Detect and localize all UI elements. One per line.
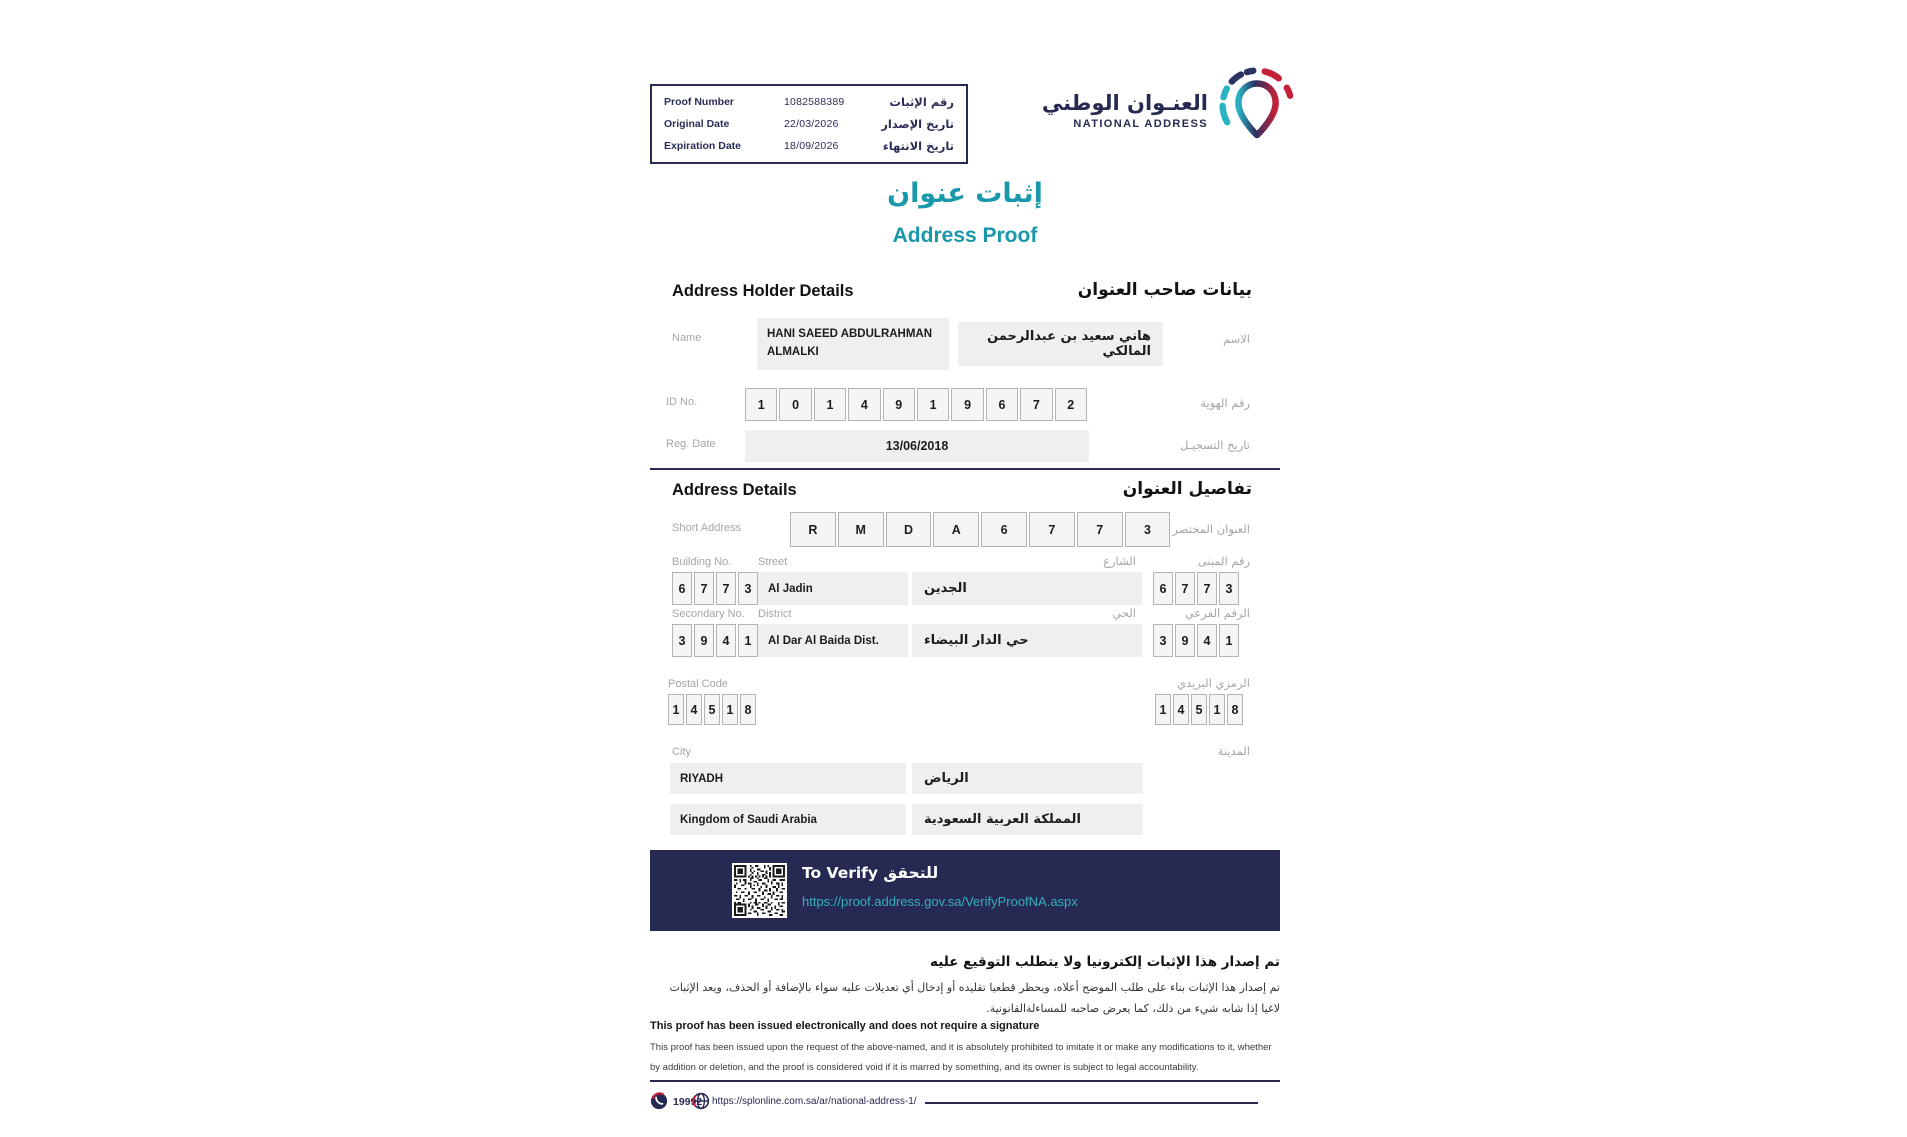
street-label-ar: الشارع [1103, 554, 1136, 568]
address-heading-en: Address Details [672, 481, 797, 499]
building-digit: 7 [716, 572, 736, 605]
reg-date-label-en: Reg. Date [666, 438, 716, 450]
postal-digit: 4 [1173, 694, 1189, 725]
verify-url-link[interactable]: https://proof.address.gov.sa/VerifyProofNA.aspx [802, 894, 1078, 909]
logo-name-english: NATIONAL ADDRESS [1073, 117, 1208, 130]
id-digit: 7 [1020, 388, 1052, 421]
district-value-en: Al Dar Al Baida Dist. [758, 624, 908, 657]
short-address-label-ar: العنوان المختصر [1172, 522, 1250, 536]
postal-label-en: Postal Code [668, 678, 728, 690]
postal-digit: 1 [668, 694, 684, 725]
short-address-label-en: Short Address [672, 522, 742, 534]
street-value-ar: الجدين [912, 572, 1142, 605]
secondary-label-en: Secondary No. [672, 608, 745, 620]
building-label-ar: رقم المبنى [1197, 554, 1250, 568]
section-divider [650, 468, 1280, 470]
national-address-logo [1042, 64, 1300, 156]
street-label-en: Street [758, 556, 788, 568]
district-label-en: District [758, 608, 792, 620]
postal-digit: 4 [686, 694, 702, 725]
proof-number-value: 1082588389 [784, 96, 845, 108]
id-digit: 2 [1055, 388, 1087, 421]
building-digit-boxes-ar [1153, 572, 1239, 605]
proof-number-label-en: Proof Number [664, 96, 735, 108]
logo-name-arabic: العنـوان الوطني [1041, 90, 1208, 115]
location-pin-icon [1214, 64, 1300, 156]
short-address-boxes [790, 512, 1170, 547]
expiration-date-label-en: Expiration Date [664, 140, 742, 152]
globe-icon [692, 1092, 710, 1110]
page-title-english: Address Proof [892, 224, 1038, 247]
name-label-ar: الاسم [1222, 332, 1250, 346]
proof-number-row [664, 95, 954, 109]
expiration-date-label-ar: تاريخ الانتهاء [882, 139, 954, 153]
short-address-char: A [933, 512, 979, 547]
postal-digit: 5 [1191, 694, 1207, 725]
id-label-en: ID No. [666, 396, 698, 408]
name-label-en: Name [672, 332, 702, 344]
secondary-label-ar: الرقم الفرعي [1184, 606, 1250, 620]
qr-code-pattern [734, 865, 785, 916]
secondary-digit: 1 [1219, 624, 1239, 657]
holder-heading-ar: بيانات صاحب العنوان [1077, 280, 1252, 300]
short-address-char: 7 [1077, 512, 1123, 547]
building-digit: 3 [1219, 572, 1239, 605]
country-value-en: Kingdom of Saudi Arabia [670, 804, 906, 835]
id-digit: 6 [986, 388, 1018, 421]
reg-date-label-ar: تاريخ التسجيـل [1180, 438, 1250, 452]
footer-divider [650, 1080, 1280, 1082]
disclaimer-body-ar: تم إصدار هذا الإثبات بناء على طلب الموضح أعلاه، ويحظر قطعيا تقليده أو إدخال أي تعديلات عليه سواء بالإضافة أو الحذف، ويعد الإثبات لاغيا إذا شابه شيء من ذلك، كما يعرض صاحبه للمساءلةالقانونية. [669, 981, 1280, 1016]
secondary-digit: 1 [738, 624, 758, 657]
name-value-en: HANI SAEED ABDULRAHMAN ALMALKI [757, 318, 949, 370]
postal-digit: 8 [1227, 694, 1243, 725]
disclaimer-body-en: This proof has been issued upon the request of the above-named, and it is absolutely prohibited to imitate it or make any modifications to it, whether by addition or deletion, and the proof is considered void if it is marred by something, and its owner is subject to legal accountability. [650, 1042, 1272, 1073]
verify-title: To Verify للتحقق [802, 864, 939, 882]
id-digit-boxes [745, 388, 1087, 421]
secondary-digit: 9 [694, 624, 714, 657]
short-address-char: R [790, 512, 836, 547]
original-date-row [664, 117, 954, 131]
district-label-ar: الحي [1112, 606, 1136, 620]
building-label-en: Building No. [672, 556, 732, 568]
id-digit: 1 [814, 388, 846, 421]
id-digit: 1 [917, 388, 949, 421]
id-digit: 0 [779, 388, 811, 421]
proof-number-label-ar: رقم الإثبات [889, 95, 954, 109]
id-label-ar: رقم الهوية [1200, 396, 1250, 410]
building-digit: 6 [1153, 572, 1173, 605]
secondary-digit: 3 [672, 624, 692, 657]
short-address-char: 6 [981, 512, 1027, 547]
holder-heading-en: Address Holder Details [672, 282, 854, 300]
street-value-en: Al Jadin [758, 572, 908, 605]
postal-digit-boxes-ar [1155, 694, 1243, 725]
verify-band [650, 850, 1280, 931]
building-digit: 7 [1175, 572, 1195, 605]
disclaimer-title-en: This proof has been issued electronically and does not require a signature [650, 1020, 1040, 1032]
postal-digit: 1 [1155, 694, 1171, 725]
city-value-en: RIYADH [670, 763, 906, 794]
building-digit-boxes-en [672, 572, 758, 605]
id-digit: 1 [745, 388, 777, 421]
postal-digit: 1 [1209, 694, 1225, 725]
postal-label-ar: الرمزي البريدي [1177, 676, 1250, 690]
postal-digit: 8 [740, 694, 756, 725]
footer [650, 1092, 1280, 1114]
postal-digit: 5 [704, 694, 720, 725]
secondary-digit-boxes-ar [1153, 624, 1239, 657]
page-title-arabic: إثبات عنوان [887, 178, 1043, 209]
district-value-ar: حي الدار البيضاء [912, 624, 1142, 657]
id-digit: 9 [883, 388, 915, 421]
secondary-digit: 4 [716, 624, 736, 657]
original-date-value: 22/03/2026 [784, 118, 839, 130]
support-phone-number: 19992 [673, 1096, 703, 1108]
postal-digit: 1 [722, 694, 738, 725]
building-digit: 3 [738, 572, 758, 605]
disclaimer-title-ar: تم إصدار هذا الإثبات إلكترونيا ولا يتطلب التوقيع عليه [930, 954, 1280, 970]
footer-url-link[interactable]: https://splonline.com.sa/ar/national-address-1/ [712, 1096, 917, 1107]
short-address-char: 7 [1029, 512, 1075, 547]
original-date-label-en: Original Date [664, 118, 730, 130]
proof-summary-box [650, 84, 968, 164]
phone-icon [650, 1092, 668, 1110]
name-value-ar: هاني سعيد بن عبدالرحمن المالكي [958, 322, 1163, 366]
secondary-digit: 4 [1197, 624, 1217, 657]
secondary-digit: 9 [1175, 624, 1195, 657]
short-address-char: D [886, 512, 932, 547]
address-proof-document [650, 0, 1280, 1137]
country-value-ar: المملكة العربية السعودية [912, 804, 1143, 835]
address-heading-ar: تفاصيل العنوان [1122, 479, 1252, 499]
short-address-char: 3 [1125, 512, 1171, 547]
short-address-char: M [838, 512, 884, 547]
reg-date-value: 13/06/2018 [745, 430, 1089, 462]
expiration-date-value: 18/09/2026 [784, 140, 839, 152]
expiration-date-row [664, 139, 954, 153]
city-label-en: City [672, 746, 691, 758]
secondary-digit-boxes-en [672, 624, 758, 657]
building-digit: 6 [672, 572, 692, 605]
secondary-digit: 3 [1153, 624, 1173, 657]
original-date-label-ar: تاريخ الإصدار [881, 117, 954, 131]
building-digit: 7 [1197, 572, 1217, 605]
postal-digit-boxes-en [668, 694, 756, 725]
id-digit: 9 [951, 388, 983, 421]
id-digit: 4 [848, 388, 880, 421]
city-value-ar: الرياض [912, 763, 1143, 794]
building-digit: 7 [694, 572, 714, 605]
qr-code [732, 863, 787, 918]
city-label-ar: المدينة [1217, 744, 1250, 758]
footer-rule [925, 1102, 1258, 1104]
